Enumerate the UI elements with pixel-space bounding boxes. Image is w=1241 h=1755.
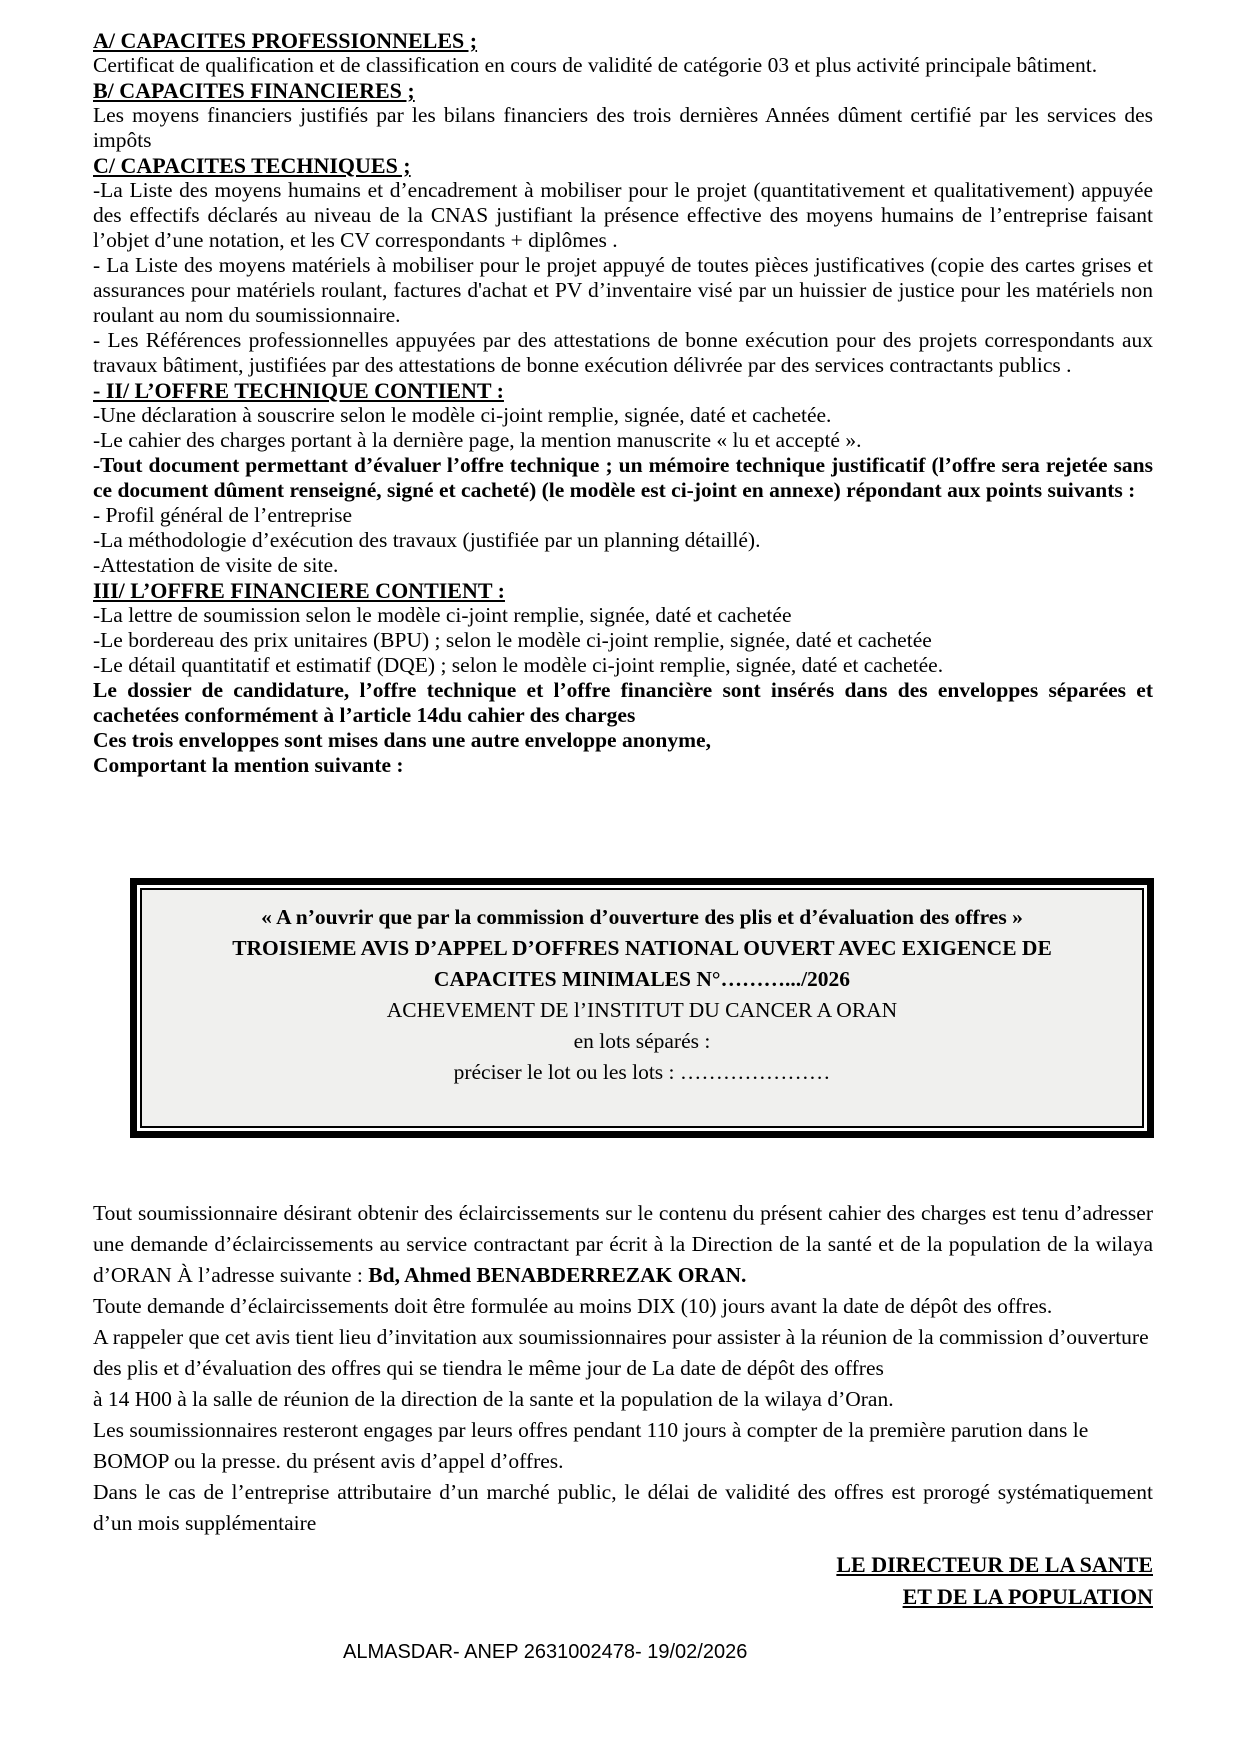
signature-block bbox=[93, 1549, 1153, 1613]
heading-offre-financiere: III/ L’OFFRE FINANCIERE CONTIENT : bbox=[93, 578, 505, 603]
paragraph-invitation-commission: A rappeler que cet avis tient lieu d’invitation aux soumissionnaires pour assister à la réunion de la commission d’ouverture des plis et d’évaluation des offres qui se tiendra le même jour de La date de dépôt des offres bbox=[93, 1325, 1149, 1380]
heading-capacites-financieres: B/ CAPACITES FINANCIERES ; bbox=[93, 78, 415, 103]
paragraph-prorogation-validite: Dans le cas de l’entreprise attributaire d’un marché public, le délai de validité des offres est prorogé systématiquement d’un mois supplémentaire bbox=[93, 1480, 1153, 1535]
paragraph-heure-salle-reunion: à 14 H00 à la salle de réunion de la direction de la sante et la population de la wilaya d’Oran. bbox=[93, 1387, 894, 1411]
signature-line-directeur: LE DIRECTEUR DE LA SANTE bbox=[836, 1552, 1153, 1577]
item-dqe: -Le détail quantitatif et estimatif (DQE) ; selon le modèle ci-joint remplie, signée, daté et cachetée. bbox=[93, 653, 944, 677]
paragraph-capacites-financieres: Les moyens financiers justifiés par les bilans financiers des trois dernières Années dûment certifié par les services des impôts bbox=[93, 103, 1153, 152]
box-line-lots-separes: en lots séparés : bbox=[573, 1029, 711, 1053]
item-lettre-soumission: -La lettre de soumission selon le modèle ci-joint remplie, signée, daté et cachetée bbox=[93, 603, 792, 627]
mention-envelope-box-inner bbox=[140, 888, 1144, 1128]
paragraph-references-professionnelles: - Les Références professionnelles appuyées par des attestations de bonne exécution pour des projets correspondants aux travaux bâtiment, justifiées par des attestations de bonne exécution délivrée par des services contractants publics . bbox=[93, 328, 1153, 377]
paragraph-enveloppes-separees: Le dossier de candidature, l’offre technique et l’offre financière sont insérés dans des enveloppes séparées et cachetées conformément à l’article 14du cahier des charges bbox=[93, 678, 1153, 727]
conditions-section bbox=[93, 28, 1153, 778]
paragraph-capacites-professionnelles: Certificat de qualification et de classification en cours de validité de catégorie 03 et plus activité principale bâtiment. bbox=[93, 53, 1098, 77]
item-memoire-technique: -Tout document permettant d’évaluer l’offre technique ; un mémoire technique justificatif (l’offre sera rejetée sans ce document dûment renseigné, signé et cacheté) (le modèle est ci-joint en annexe) répondant aux points suivants : bbox=[93, 453, 1153, 502]
paragraph-delai-demande: Toute demande d’éclaircissements doit être formulée au moins DIX (10) jours avant la date de dépôt des offres. bbox=[93, 1294, 1053, 1318]
paragraph-moyens-humains: -La Liste des moyens humains et d’encadrement à mobiliser pour le projet (quantitativement et qualitativement) appuyée des effectifs déclarés au niveau de la CNAS justifiant la présence effective des moyens humains de l’entreprise faisant l’objet d’une notation, et les CV correspondants + diplômes . bbox=[93, 178, 1153, 252]
eclaircissements-text: Tout soumissionnaire désirant obtenir des éclaircissements sur le contenu du présent cahier des charges est tenu d’adresser une demande d’éclaircissements au service contractant par écrit à la Direction de la santé et de la population de la wilaya d’ORAN À l’adresse suivante : bbox=[93, 1201, 1153, 1287]
mention-envelope-box bbox=[130, 878, 1154, 1138]
paragraph-engagement-110-jours: Les soumissionnaires resteront engages par leurs offres pendant 110 jours à compter de la première parution dans le BOMOP ou la presse. du présent avis d’appel d’offres. bbox=[93, 1418, 1089, 1473]
heading-capacites-professionnelles: A/ CAPACITES PROFESSIONNELES ; bbox=[93, 28, 478, 53]
box-line-preciser-lot: préciser le lot ou les lots : ………………… bbox=[453, 1060, 831, 1084]
anep-footer: ALMASDAR- ANEP 2631002478- 19/02/2026 bbox=[343, 1641, 748, 1663]
box-line-ne-pas-ouvrir: « A n’ouvrir que par la commission d’ouverture des plis et d’évaluation des offres » bbox=[261, 905, 1023, 929]
heading-capacites-techniques: C/ CAPACITES TECHNIQUES ; bbox=[93, 153, 411, 178]
signature-line-population: ET DE LA POPULATION bbox=[902, 1584, 1153, 1609]
point-profil-general: - Profil général de l’entreprise bbox=[93, 503, 353, 527]
item-bpu: -Le bordereau des prix unitaires (BPU) ; selon le modèle ci-joint remplie, signée, daté et cachetée bbox=[93, 628, 932, 652]
box-line-capacites-minimales: CAPACITES MINIMALES N°……….../2026 bbox=[433, 967, 851, 991]
paragraph-enveloppe-anonyme: Ces trois enveloppes sont mises dans une autre enveloppe anonyme, bbox=[93, 728, 711, 752]
paragraph-moyens-materiels: - La Liste des moyens matériels à mobiliser pour le projet appuyé de toutes pièces justificatives (copie des cartes grises et assurances pour matériels roulant, factures d'achat et PV d’inventaire visé par un huissier de justice pour les matériels non roulant au nom du soumissionnaire. bbox=[93, 253, 1153, 327]
point-attestation-visite: -Attestation de visite de site. bbox=[93, 553, 339, 577]
item-declaration-souscrire: -Une déclaration à souscrire selon le modèle ci-joint remplie, signée, daté et cachetée. bbox=[93, 403, 832, 427]
box-line-achevement-institut: ACHEVEMENT DE l’INSTITUT DU CANCER A ORAN bbox=[386, 998, 898, 1022]
box-line-avis-appel-offres: TROISIEME AVIS D’APPEL D’OFFRES NATIONAL OUVERT AVEC EXIGENCE DE bbox=[232, 936, 1052, 960]
paragraph-eclaircissements-adresse bbox=[93, 1198, 1153, 1291]
adresse-bold: Bd, Ahmed BENABDERREZAK ORAN. bbox=[368, 1263, 747, 1287]
eclaircissements-section bbox=[93, 1198, 1153, 1539]
paragraph-mention-suivante: Comportant la mention suivante : bbox=[93, 753, 404, 777]
item-cahier-des-charges: -Le cahier des charges portant à la dernière page, la mention manuscrite « lu et accepté ». bbox=[93, 428, 862, 452]
heading-offre-technique: - II/ L’OFFRE TECHNIQUE CONTIENT : bbox=[93, 378, 504, 403]
point-methodologie: -La méthodologie d’exécution des travaux (justifiée par un planning détaillé). bbox=[93, 528, 761, 552]
